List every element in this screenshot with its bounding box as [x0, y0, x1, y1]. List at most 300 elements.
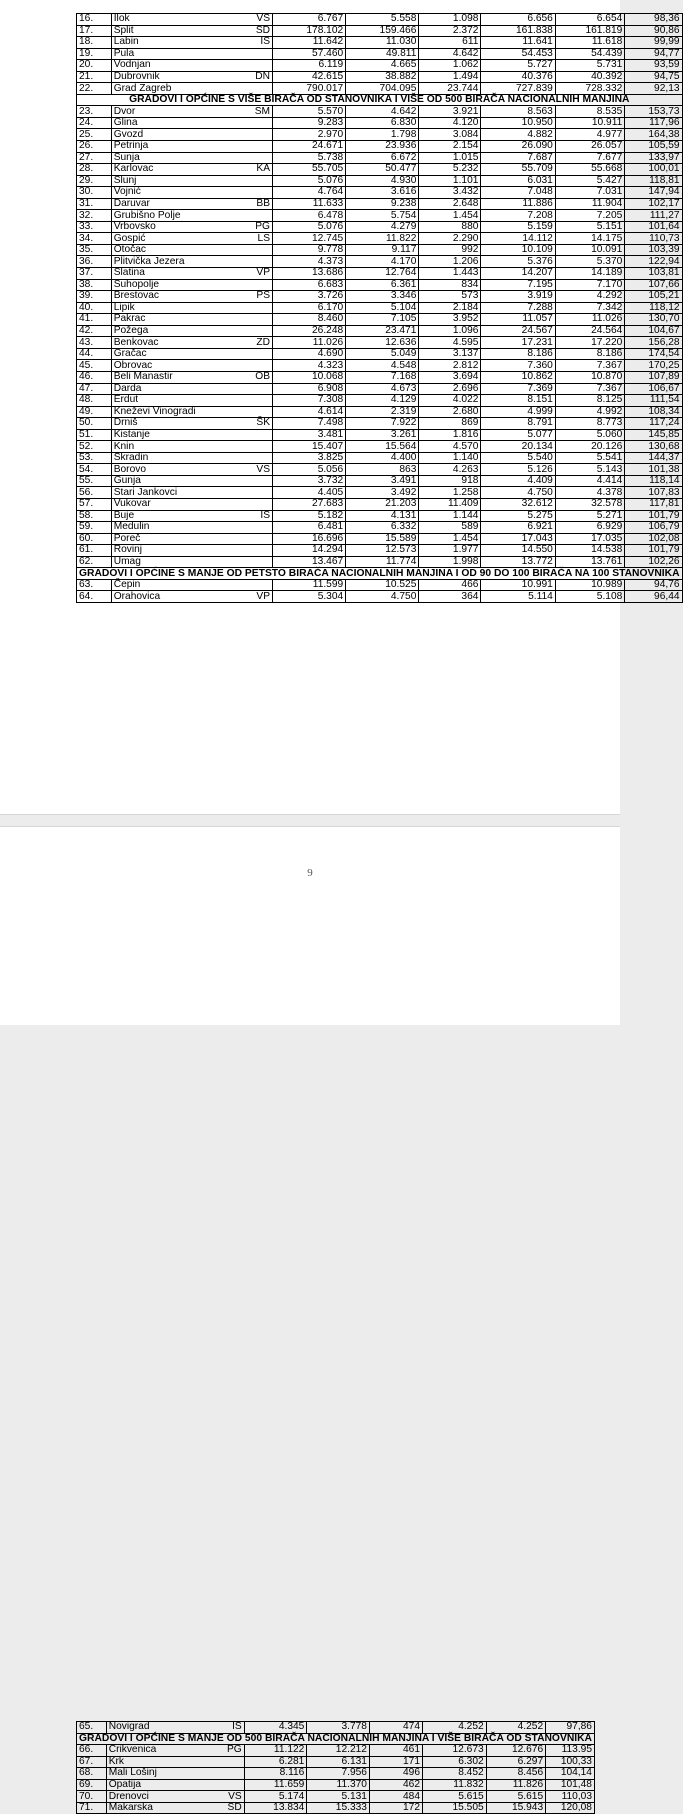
value-cell: 12.764: [346, 268, 419, 280]
value-cell: 110,03: [546, 1791, 595, 1803]
table-row: [77, 406, 683, 418]
value-cell: 110,73: [625, 233, 682, 245]
value-cell: 1.798: [346, 129, 419, 141]
value-cell: 13.761: [555, 556, 624, 568]
table-row: [77, 371, 683, 383]
value-cell: 117,96: [625, 117, 682, 129]
municipality-name: Čepin: [111, 579, 239, 591]
value-cell: 103,39: [625, 244, 682, 256]
county-code: [216, 1756, 245, 1768]
value-cell: 13.834: [244, 1802, 307, 1814]
value-cell: 7.195: [481, 279, 555, 291]
section-header: GRADOVI I OPĆINE S MANJE OD 500 BIRAČA NACIONALNIH MANJINA I VIŠE BIRAČA OD STANOVNIKA: [77, 1733, 595, 1745]
value-cell: 3.084: [419, 129, 481, 141]
value-cell: 5.126: [481, 464, 555, 476]
county-code: [239, 325, 272, 337]
value-cell: 11.886: [481, 198, 555, 210]
county-code: [239, 556, 272, 568]
value-cell: 4.292: [555, 291, 624, 303]
county-code: VS: [239, 464, 272, 476]
value-cell: 5.558: [346, 14, 419, 26]
county-code: IS: [239, 510, 272, 522]
row-number: 52.: [77, 441, 112, 453]
value-cell: 466: [419, 579, 481, 591]
value-cell: 9.117: [346, 244, 419, 256]
county-code: [239, 522, 272, 534]
municipality-name: Petrinja: [111, 141, 239, 153]
value-cell: 107,83: [625, 487, 682, 499]
value-cell: 4.999: [481, 406, 555, 418]
value-cell: 4.022: [419, 395, 481, 407]
value-cell: 107,66: [625, 279, 682, 291]
value-cell: 4.930: [346, 175, 419, 187]
value-cell: 15.333: [307, 1802, 370, 1814]
table-row: [77, 475, 683, 487]
value-cell: 17.231: [481, 337, 555, 349]
county-code: VP: [239, 268, 272, 280]
county-code: [239, 348, 272, 360]
value-cell: 5.076: [273, 175, 346, 187]
county-code: PS: [239, 291, 272, 303]
table-row: [77, 164, 683, 176]
value-cell: 4.690: [273, 348, 346, 360]
value-cell: 5.275: [481, 510, 555, 522]
value-cell: 727.839: [481, 83, 555, 95]
value-cell: 8.773: [555, 418, 624, 430]
county-code: [239, 487, 272, 499]
value-cell: 12.212: [307, 1745, 370, 1757]
value-cell: 11.409: [419, 498, 481, 510]
value-cell: 2.319: [346, 406, 419, 418]
value-cell: 8.151: [481, 395, 555, 407]
value-cell: 7.360: [481, 360, 555, 372]
value-cell: 15.505: [423, 1802, 487, 1814]
value-cell: 834: [419, 279, 481, 291]
value-cell: 17.220: [555, 337, 624, 349]
value-cell: 104,14: [546, 1768, 595, 1780]
voter-statistics-table: [76, 13, 683, 603]
value-cell: 111,27: [625, 210, 682, 222]
value-cell: 5.615: [486, 1791, 545, 1803]
value-cell: 4.373: [273, 256, 346, 268]
value-cell: 4.170: [346, 256, 419, 268]
value-cell: 93,59: [625, 60, 682, 72]
value-cell: 14.112: [481, 233, 555, 245]
value-cell: 4.120: [419, 117, 481, 129]
value-cell: 94,77: [625, 48, 682, 60]
value-cell: 130,70: [625, 314, 682, 326]
county-code: DN: [239, 71, 272, 83]
county-code: SD: [239, 25, 272, 37]
municipality-name: Grad Zagreb: [111, 83, 239, 95]
value-cell: 5.131: [307, 1791, 370, 1803]
county-code: VS: [239, 14, 272, 26]
value-cell: 5.104: [346, 302, 419, 314]
value-cell: 7.168: [346, 371, 419, 383]
value-cell: 790.017: [273, 83, 346, 95]
municipality-name: Poreč: [111, 533, 239, 545]
table-row: [77, 591, 683, 603]
value-cell: 2.184: [419, 302, 481, 314]
municipality-name: Knin: [111, 441, 239, 453]
value-cell: 6.332: [346, 522, 419, 534]
value-cell: 7.367: [555, 360, 624, 372]
table-row: [77, 1802, 595, 1814]
municipality-name: Crikvenica: [106, 1745, 215, 1757]
county-code: [239, 406, 272, 418]
value-cell: 869: [419, 418, 481, 430]
value-cell: 5.615: [423, 1791, 487, 1803]
row-number: 53.: [77, 452, 112, 464]
value-cell: 12.676: [486, 1745, 545, 1757]
value-cell: 6.119: [273, 60, 346, 72]
value-cell: 54.453: [481, 48, 555, 60]
row-number: 50.: [77, 418, 112, 430]
value-cell: 13.686: [273, 268, 346, 280]
value-cell: 11.618: [555, 37, 624, 49]
value-cell: 5.370: [555, 256, 624, 268]
table-row: [77, 83, 683, 95]
section-header-row: [77, 1733, 595, 1745]
value-cell: 26.057: [555, 141, 624, 153]
value-cell: 5.182: [273, 510, 346, 522]
county-code: [239, 210, 272, 222]
row-number: 54.: [77, 464, 112, 476]
value-cell: 4.378: [555, 487, 624, 499]
value-cell: 5.159: [481, 221, 555, 233]
value-cell: 4.642: [346, 106, 419, 118]
county-code: [239, 395, 272, 407]
value-cell: 5.151: [555, 221, 624, 233]
row-number: 36.: [77, 256, 112, 268]
table-row: [77, 221, 683, 233]
value-cell: 96,44: [625, 591, 682, 603]
value-cell: 13.467: [273, 556, 346, 568]
value-cell: 11.026: [555, 314, 624, 326]
table-row: [77, 233, 683, 245]
value-cell: 12.745: [273, 233, 346, 245]
county-code: IS: [239, 37, 272, 49]
value-cell: 1.015: [419, 152, 481, 164]
value-cell: 1.443: [419, 268, 481, 280]
value-cell: 11.642: [273, 37, 346, 49]
municipality-name: Ilok: [111, 14, 239, 26]
value-cell: 4.323: [273, 360, 346, 372]
table-row: [77, 533, 683, 545]
row-number: 39.: [77, 291, 112, 303]
value-cell: 918: [419, 475, 481, 487]
row-number: 25.: [77, 129, 112, 141]
value-cell: 3.261: [346, 429, 419, 441]
value-cell: 7.687: [481, 152, 555, 164]
value-cell: 4.279: [346, 221, 419, 233]
value-cell: 8.456: [486, 1768, 545, 1780]
value-cell: 6.929: [555, 522, 624, 534]
value-cell: 6.170: [273, 302, 346, 314]
page-number: 9: [307, 867, 313, 879]
municipality-name: Pakrac: [111, 314, 239, 326]
table-row: [77, 25, 683, 37]
table-row: [77, 383, 683, 395]
row-number: 16.: [77, 14, 112, 26]
table-row: [77, 198, 683, 210]
value-cell: 4.345: [244, 1722, 307, 1734]
municipality-name: Dubrovnik: [111, 71, 239, 83]
value-cell: 10.950: [481, 117, 555, 129]
value-cell: 589: [419, 522, 481, 534]
value-cell: 5.376: [481, 256, 555, 268]
value-cell: 6.656: [481, 14, 555, 26]
value-cell: 3.137: [419, 348, 481, 360]
value-cell: 880: [419, 221, 481, 233]
county-code: [239, 533, 272, 545]
table-row: [77, 395, 683, 407]
value-cell: 461: [369, 1745, 422, 1757]
value-cell: 6.921: [481, 522, 555, 534]
value-cell: 21.203: [346, 498, 419, 510]
value-cell: 4.129: [346, 395, 419, 407]
value-cell: 5.060: [555, 429, 624, 441]
value-cell: 7.498: [273, 418, 346, 430]
value-cell: 23.471: [346, 325, 419, 337]
value-cell: 10.911: [555, 117, 624, 129]
value-cell: 118,12: [625, 302, 682, 314]
value-cell: 6.672: [346, 152, 419, 164]
value-cell: 101,38: [625, 464, 682, 476]
value-cell: 8.535: [555, 106, 624, 118]
municipality-name: Brestovac: [111, 291, 239, 303]
value-cell: 3.921: [419, 106, 481, 118]
row-number: 57.: [77, 498, 112, 510]
voter-statistics-table-continued: [76, 1721, 595, 1814]
value-cell: 6.683: [273, 279, 346, 291]
row-number: 65.: [77, 1722, 107, 1734]
value-cell: 1.816: [419, 429, 481, 441]
value-cell: 16.696: [273, 533, 346, 545]
municipality-name: Stari Jankovci: [111, 487, 239, 499]
municipality-name: Vodnjan: [111, 60, 239, 72]
municipality-name: Slatina: [111, 268, 239, 280]
table-row: [77, 14, 683, 26]
county-code: [239, 141, 272, 153]
municipality-name: Vukovar: [111, 498, 239, 510]
value-cell: 118,81: [625, 175, 682, 187]
document-page-1: [0, 0, 680, 815]
municipality-name: Buje: [111, 510, 239, 522]
value-cell: 14.207: [481, 268, 555, 280]
value-cell: 3.491: [346, 475, 419, 487]
table-row: [77, 291, 683, 303]
county-code: PG: [216, 1745, 245, 1757]
municipality-name: Krk: [106, 1756, 215, 1768]
municipality-name: Gvozd: [111, 129, 239, 141]
row-number: 55.: [77, 475, 112, 487]
value-cell: 98,36: [625, 14, 682, 26]
table-row: [77, 1779, 595, 1791]
value-cell: 11.659: [244, 1779, 307, 1791]
municipality-name: Makarska: [106, 1802, 215, 1814]
value-cell: 9.238: [346, 198, 419, 210]
table-row: [77, 498, 683, 510]
row-number: 56.: [77, 487, 112, 499]
value-cell: 1.206: [419, 256, 481, 268]
value-cell: 100,01: [625, 164, 682, 176]
row-number: 34.: [77, 233, 112, 245]
municipality-name: Drniš: [111, 418, 239, 430]
row-number: 49.: [77, 406, 112, 418]
table-row: [77, 452, 683, 464]
value-cell: 14.189: [555, 268, 624, 280]
value-cell: 14.294: [273, 545, 346, 557]
value-cell: 97,86: [546, 1722, 595, 1734]
value-cell: 5.174: [244, 1791, 307, 1803]
row-number: 35.: [77, 244, 112, 256]
value-cell: 15.564: [346, 441, 419, 453]
value-cell: 99,99: [625, 37, 682, 49]
value-cell: 90,86: [625, 25, 682, 37]
municipality-name: Obrovac: [111, 360, 239, 372]
value-cell: 23.744: [419, 83, 481, 95]
value-cell: 10.870: [555, 371, 624, 383]
value-cell: 9.283: [273, 117, 346, 129]
value-cell: 3.481: [273, 429, 346, 441]
table-row: [77, 510, 683, 522]
value-cell: 1.494: [419, 71, 481, 83]
value-cell: 55.705: [273, 164, 346, 176]
value-cell: 122,94: [625, 256, 682, 268]
value-cell: 4.263: [419, 464, 481, 476]
section-header: GRADOVI I OPĆINE S VIŠE BIRAČA OD STANOVNIKA I VIŠE OD 500 BIRAČA NACIONALNIH MANJINA: [77, 94, 683, 106]
section-header: GRADOVI I OPĆINE S MANJE OD PETSTO BIRAČA NACIONALNIH MANJINA I OD 90 DO 100 BIRAČA NA 100 STANOVNIKA: [77, 568, 683, 580]
row-number: 21.: [77, 71, 112, 83]
row-number: 40.: [77, 302, 112, 314]
value-cell: 161.838: [481, 25, 555, 37]
value-cell: 11.822: [346, 233, 419, 245]
value-cell: 3.694: [419, 371, 481, 383]
value-cell: 94,76: [625, 579, 682, 591]
table-row: [77, 1745, 595, 1757]
value-cell: 9.778: [273, 244, 346, 256]
county-code: [216, 1779, 245, 1791]
value-cell: 14.538: [555, 545, 624, 557]
value-cell: 14.175: [555, 233, 624, 245]
value-cell: 2.372: [419, 25, 481, 37]
value-cell: 24.671: [273, 141, 346, 153]
value-cell: 8.460: [273, 314, 346, 326]
value-cell: 4.642: [419, 48, 481, 60]
value-cell: 38.882: [346, 71, 419, 83]
table-row: [77, 71, 683, 83]
section-header-row: [77, 94, 683, 106]
value-cell: 4.405: [273, 487, 346, 499]
value-cell: 2.970: [273, 129, 346, 141]
value-cell: 6.302: [423, 1756, 487, 1768]
value-cell: 4.882: [481, 129, 555, 141]
county-code: [239, 279, 272, 291]
municipality-name: Orahovica: [111, 591, 239, 603]
value-cell: 1.144: [419, 510, 481, 522]
table-row: [77, 117, 683, 129]
value-cell: 23.936: [346, 141, 419, 153]
value-cell: 5.056: [273, 464, 346, 476]
municipality-name: Požega: [111, 325, 239, 337]
value-cell: 102,08: [625, 533, 682, 545]
section-header-row: [77, 568, 683, 580]
value-cell: 7.205: [555, 210, 624, 222]
row-number: 41.: [77, 314, 112, 326]
table-row: [77, 348, 683, 360]
value-cell: 4.665: [346, 60, 419, 72]
municipality-name: Plitvička Jezera: [111, 256, 239, 268]
municipality-name: Skradin: [111, 452, 239, 464]
value-cell: 10.989: [555, 579, 624, 591]
table-row: [77, 244, 683, 256]
municipality-name: Opatija: [106, 1779, 215, 1791]
value-cell: 10.525: [346, 579, 419, 591]
value-cell: 6.031: [481, 175, 555, 187]
value-cell: 4.409: [481, 475, 555, 487]
county-code: [239, 579, 272, 591]
value-cell: 10.109: [481, 244, 555, 256]
value-cell: 1.454: [419, 210, 481, 222]
row-number: 64.: [77, 591, 112, 603]
county-code: [239, 314, 272, 326]
value-cell: 3.732: [273, 475, 346, 487]
county-code: [239, 60, 272, 72]
value-cell: 863: [346, 464, 419, 476]
county-code: [239, 429, 272, 441]
value-cell: 7.367: [555, 383, 624, 395]
county-code: [239, 244, 272, 256]
value-cell: 4.673: [346, 383, 419, 395]
value-cell: 5.540: [481, 452, 555, 464]
table-row: [77, 1791, 595, 1803]
value-cell: 11.633: [273, 198, 346, 210]
value-cell: 5.143: [555, 464, 624, 476]
value-cell: 5.754: [346, 210, 419, 222]
value-cell: 103,81: [625, 268, 682, 280]
value-cell: 3.825: [273, 452, 346, 464]
value-cell: 7.288: [481, 302, 555, 314]
value-cell: 108,34: [625, 406, 682, 418]
value-cell: 11.641: [481, 37, 555, 49]
row-number: 43.: [77, 337, 112, 349]
table-row: [77, 464, 683, 476]
value-cell: 8.452: [423, 1768, 487, 1780]
value-cell: 2.680: [419, 406, 481, 418]
municipality-name: Gospić: [111, 233, 239, 245]
table-row: [77, 1756, 595, 1768]
value-cell: 12.573: [346, 545, 419, 557]
value-cell: 10.862: [481, 371, 555, 383]
table-row: [77, 48, 683, 60]
county-code: SD: [216, 1802, 245, 1814]
value-cell: 15.943: [486, 1802, 545, 1814]
value-cell: 133,97: [625, 152, 682, 164]
value-cell: 1.977: [419, 545, 481, 557]
municipality-name: Grubišno Polje: [111, 210, 239, 222]
county-code: IS: [216, 1722, 245, 1734]
value-cell: 8.116: [244, 1768, 307, 1780]
value-cell: 144,37: [625, 452, 682, 464]
table-row: [77, 141, 683, 153]
value-cell: 6.281: [244, 1756, 307, 1768]
municipality-name: Vojnić: [111, 187, 239, 199]
value-cell: 17.043: [481, 533, 555, 545]
row-number: 59.: [77, 522, 112, 534]
value-cell: 5.232: [419, 164, 481, 176]
value-cell: 5.738: [273, 152, 346, 164]
